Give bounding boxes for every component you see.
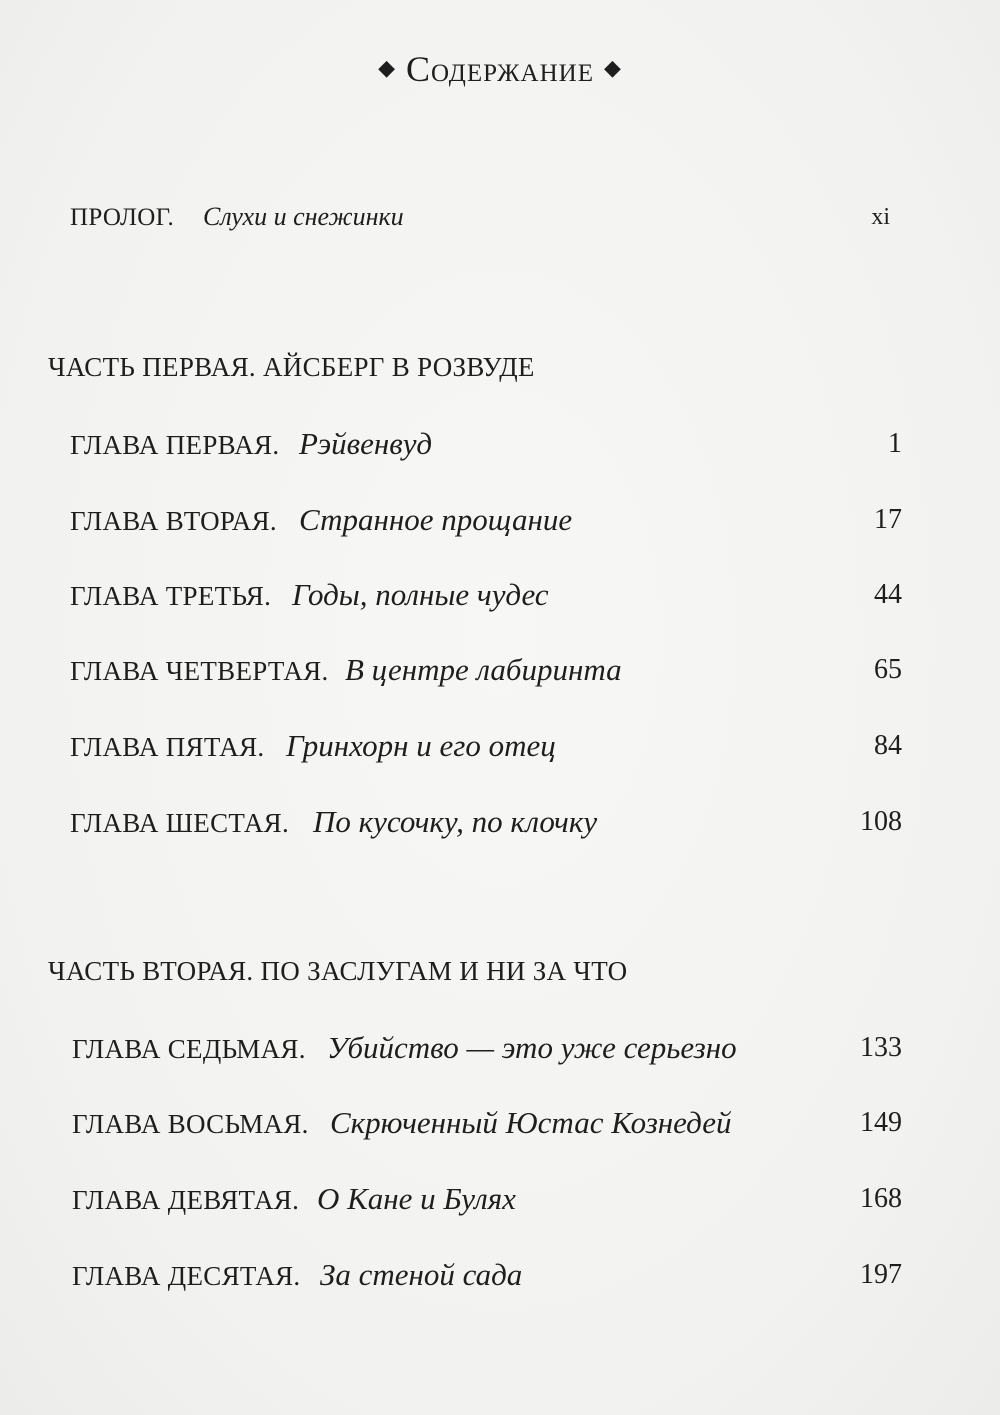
entry-title: Годы, полные чудес [292, 577, 549, 612]
entry-label: ГЛАВА СЕДЬМАЯ. [72, 1034, 306, 1064]
entry-label: ГЛАВА ШЕСТАЯ. [70, 808, 289, 838]
toc-entry[interactable] [0, 500, 1000, 540]
part-heading-1: ЧАСТЬ ПЕРВАЯ. АЙСБЕРГ В РОЗВУДЕ [48, 352, 535, 382]
entry-page-number: 1 [888, 428, 902, 459]
entry-page-number: 17 [874, 504, 902, 535]
entry-title: В центре лабиринта [345, 652, 622, 687]
toc-entry[interactable] [0, 424, 1000, 464]
toc-entry[interactable] [0, 650, 1000, 690]
toc-entry-prologue[interactable] [0, 198, 1000, 238]
entry-page-number: 84 [874, 730, 902, 761]
entry-title: Гринхорн и его отец [286, 728, 556, 763]
page-title-text: Содержание [405, 49, 594, 89]
entry-page-number: 44 [874, 579, 902, 610]
entry-label: ГЛАВА ПЕРВАЯ. [70, 430, 280, 460]
entry-title: По кусочку, по клочку [313, 804, 598, 839]
entry-page-number: 133 [860, 1032, 902, 1063]
entry-title: Рэйвенвуд [299, 426, 433, 461]
entry-title: Убийство — это уже серьезно [327, 1030, 737, 1065]
entry-label: ГЛАВА ВТОРАЯ. [70, 506, 277, 536]
entry-title: Скрюченный Юстас Кознедей [330, 1105, 732, 1140]
page-title [0, 48, 1000, 90]
toc-entry[interactable] [0, 802, 1000, 842]
entry-label: ГЛАВА ВОСЬМАЯ. [72, 1109, 309, 1139]
entry-page-number: 168 [860, 1183, 902, 1214]
entry-title: За стеной сада [320, 1257, 523, 1292]
toc-entry[interactable] [0, 1103, 1000, 1143]
entry-label: ПРОЛОГ. [70, 204, 175, 231]
entry-page-number: 108 [860, 806, 902, 837]
entry-label: ГЛАВА ДЕВЯТАЯ. [72, 1185, 300, 1215]
entry-title: Слухи и снежинки [203, 202, 404, 231]
entry-page-number: 65 [874, 654, 902, 685]
toc-entry[interactable] [0, 1255, 1000, 1295]
toc-entry[interactable] [0, 726, 1000, 766]
entry-label: ГЛАВА ДЕСЯТАЯ. [72, 1261, 301, 1291]
entry-title: Странное прощание [299, 502, 573, 537]
toc-entry[interactable] [0, 1028, 1000, 1068]
diamond-ornament-icon: ◆ [604, 55, 622, 80]
entry-page-number: xi [871, 204, 890, 230]
diamond-ornament-icon: ◆ [378, 55, 396, 80]
toc-entry[interactable] [0, 575, 1000, 615]
entry-page-number: 149 [860, 1107, 902, 1138]
toc-entry[interactable] [0, 1179, 1000, 1219]
entry-title: О Кане и Булях [317, 1181, 516, 1216]
entry-label: ГЛАВА ЧЕТВЕРТАЯ. [70, 656, 329, 686]
part-heading-2: ЧАСТЬ ВТОРАЯ. ПО ЗАСЛУГАМ И НИ ЗА ЧТО [48, 956, 628, 986]
entry-label: ГЛАВА ТРЕТЬЯ. [70, 581, 272, 611]
entry-page-number: 197 [860, 1259, 902, 1290]
entry-label: ГЛАВА ПЯТАЯ. [70, 732, 265, 762]
